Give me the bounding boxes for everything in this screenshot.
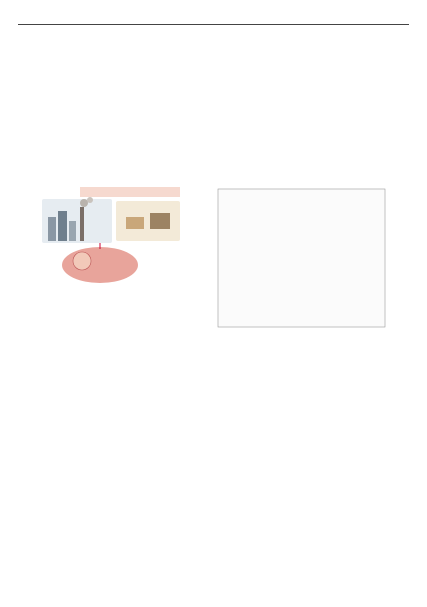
fetus-icon xyxy=(73,252,91,270)
pathway-panel xyxy=(218,189,385,327)
placenta-icon xyxy=(62,247,138,283)
smoke-icon xyxy=(87,197,93,203)
running-header xyxy=(18,10,409,24)
pollutants-banner xyxy=(80,187,180,197)
furniture-icon xyxy=(150,213,170,229)
header-rule xyxy=(18,24,409,25)
building-icon xyxy=(58,211,67,241)
figure-1 xyxy=(40,187,387,329)
smoke-icon xyxy=(80,199,88,207)
chimney-icon xyxy=(80,207,84,241)
furniture-icon xyxy=(126,217,144,229)
building-icon xyxy=(48,217,56,241)
indoor-scene xyxy=(116,201,180,241)
column-bottom-left xyxy=(18,371,204,375)
building-icon xyxy=(69,221,76,241)
